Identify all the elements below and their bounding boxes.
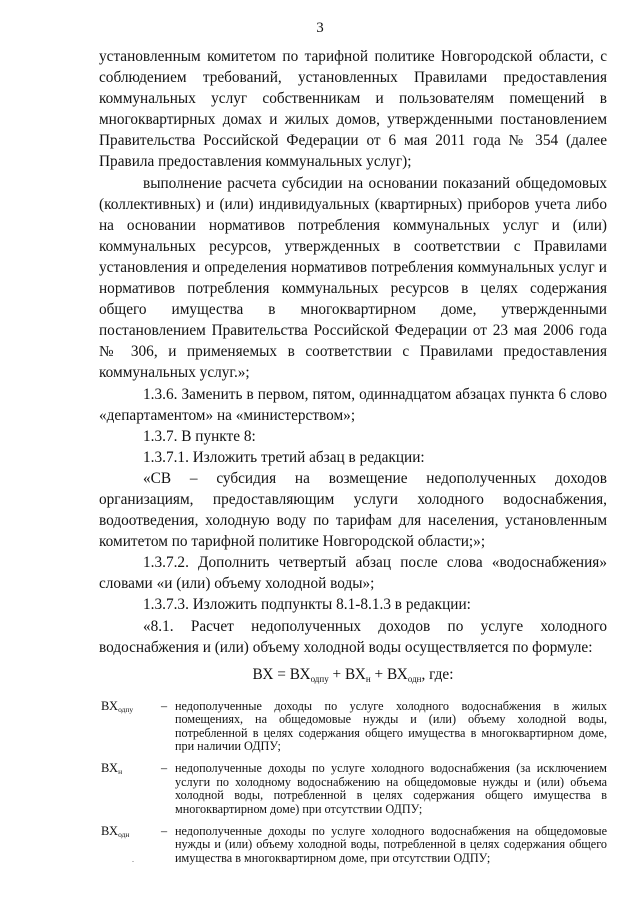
paragraph-subsidy-calculation: выполнение расчета субсидии на основании показаний общедомовых (коллективных) и (или) индивидуальных (квартирных) приборов учета либо на основании нормативов потребления коммунальных услуг и (или) коммунальных ресурсов, утвержденных в соответствии с Правилами установления и определения нормативов потребления коммунальных услуг и нормативов потребления коммунальных ресурсов в целях содержания общего имущества в многоквартирном доме, утвержденными постановлением Правительства Российской Федерации от 23 мая 2006 года № 306, и применяемых в соответствии с Правилами предоставления коммунальных услуг.»; [99,174,607,382]
definition-item [99,700,607,754]
footer-mark: . [132,855,134,864]
definition-symbol: $ВХ_{одпу}$ [101,698,134,714]
paragraph-sv-definition: «СВ – субсидия на возмещение недополученных доходов организациям, предоставляющим услуги холодного водоснабжения, водоотведения, холодную воду по тарифам для населения, установленным комитетом по тарифной политике Новгородской области;»; [99,469,607,551]
definition-text: недополученные доходы по услуге холодного водоснабжения (за исключением услуги по холодному водоснабжению на общедомовые нужды и (или) объема холодной воды, потребленной в целях содержания общего имущества в многоквартирном доме) при отсутствии ОДПУ; [175,761,607,816]
definition-symbol: $ВХ_{одн}$ [101,824,130,840]
definitions-list [99,700,607,865]
definition-dash: – [160,698,168,713]
paragraph-1-3-7-1: 1.3.7.1. Изложить третий абзац в редакции: [143,448,425,466]
definition-text: недополученные доходы по услуге холодного водоснабжения на общедомовые нужды и (или) объему холодной воды, потребленной в целях содержания общего имущества в многоквартирном доме, при отсутствии ОДПУ; [175,824,607,865]
paragraph-1-3-7-2: 1.3.7.2. Дополнить четвертый абзац после слова «водоснабжения» словами «и (или) объему холодной воды»; [99,554,607,593]
formula: ВХ = $ВХ_{одпу} + ВХ_н + ВХ_{одн}$, где: [252,665,454,684]
definition-text: недополученные доходы по услуге холодного водоснабжения в жилых помещениях, на общедомовые нужды и (или) объему холодной воды, потребленной в целях содержания общего имущества в многоквартирном доме, при наличии ОДПУ; [175,698,607,754]
paragraph-1-3-6: 1.3.6. Заменить в первом, пятом, одиннадцатом абзацах пункта 6 слово «департаментом» на «министерством»; [99,385,607,424]
paragraph-8-1: «8.1. Расчет недополученных доходов по услуге холодного водоснабжения и (или) объему холодной воды осуществляется по формуле: [99,617,607,656]
definition-item [99,825,607,865]
definition-symbol: $ВХ_н$ [101,761,123,777]
definition-dash: – [160,824,168,839]
definition-dash: – [160,761,168,776]
document-body [99,46,607,874]
paragraph-rules-reference: установленным комитетом по тарифной политике Новгородской области, с соблюдением требований, установленных Правилами предоставления коммунальных услуг собственникам и пользователям помещений в многоквартирных домах и жилых домов, утвержденными постановлением Правительства Российской Федерации от 6 мая 2011 года № 354 (далее Правила предоставления коммунальных услуг); [99,48,607,171]
definition-item [99,762,607,816]
paragraph-1-3-7: 1.3.7. В пункте 8: [143,427,256,445]
page-number: 3 [316,20,324,36]
paragraph-1-3-7-3: 1.3.7.3. Изложить подпункты 8.1-8.1.3 в редакции: [143,596,471,614]
